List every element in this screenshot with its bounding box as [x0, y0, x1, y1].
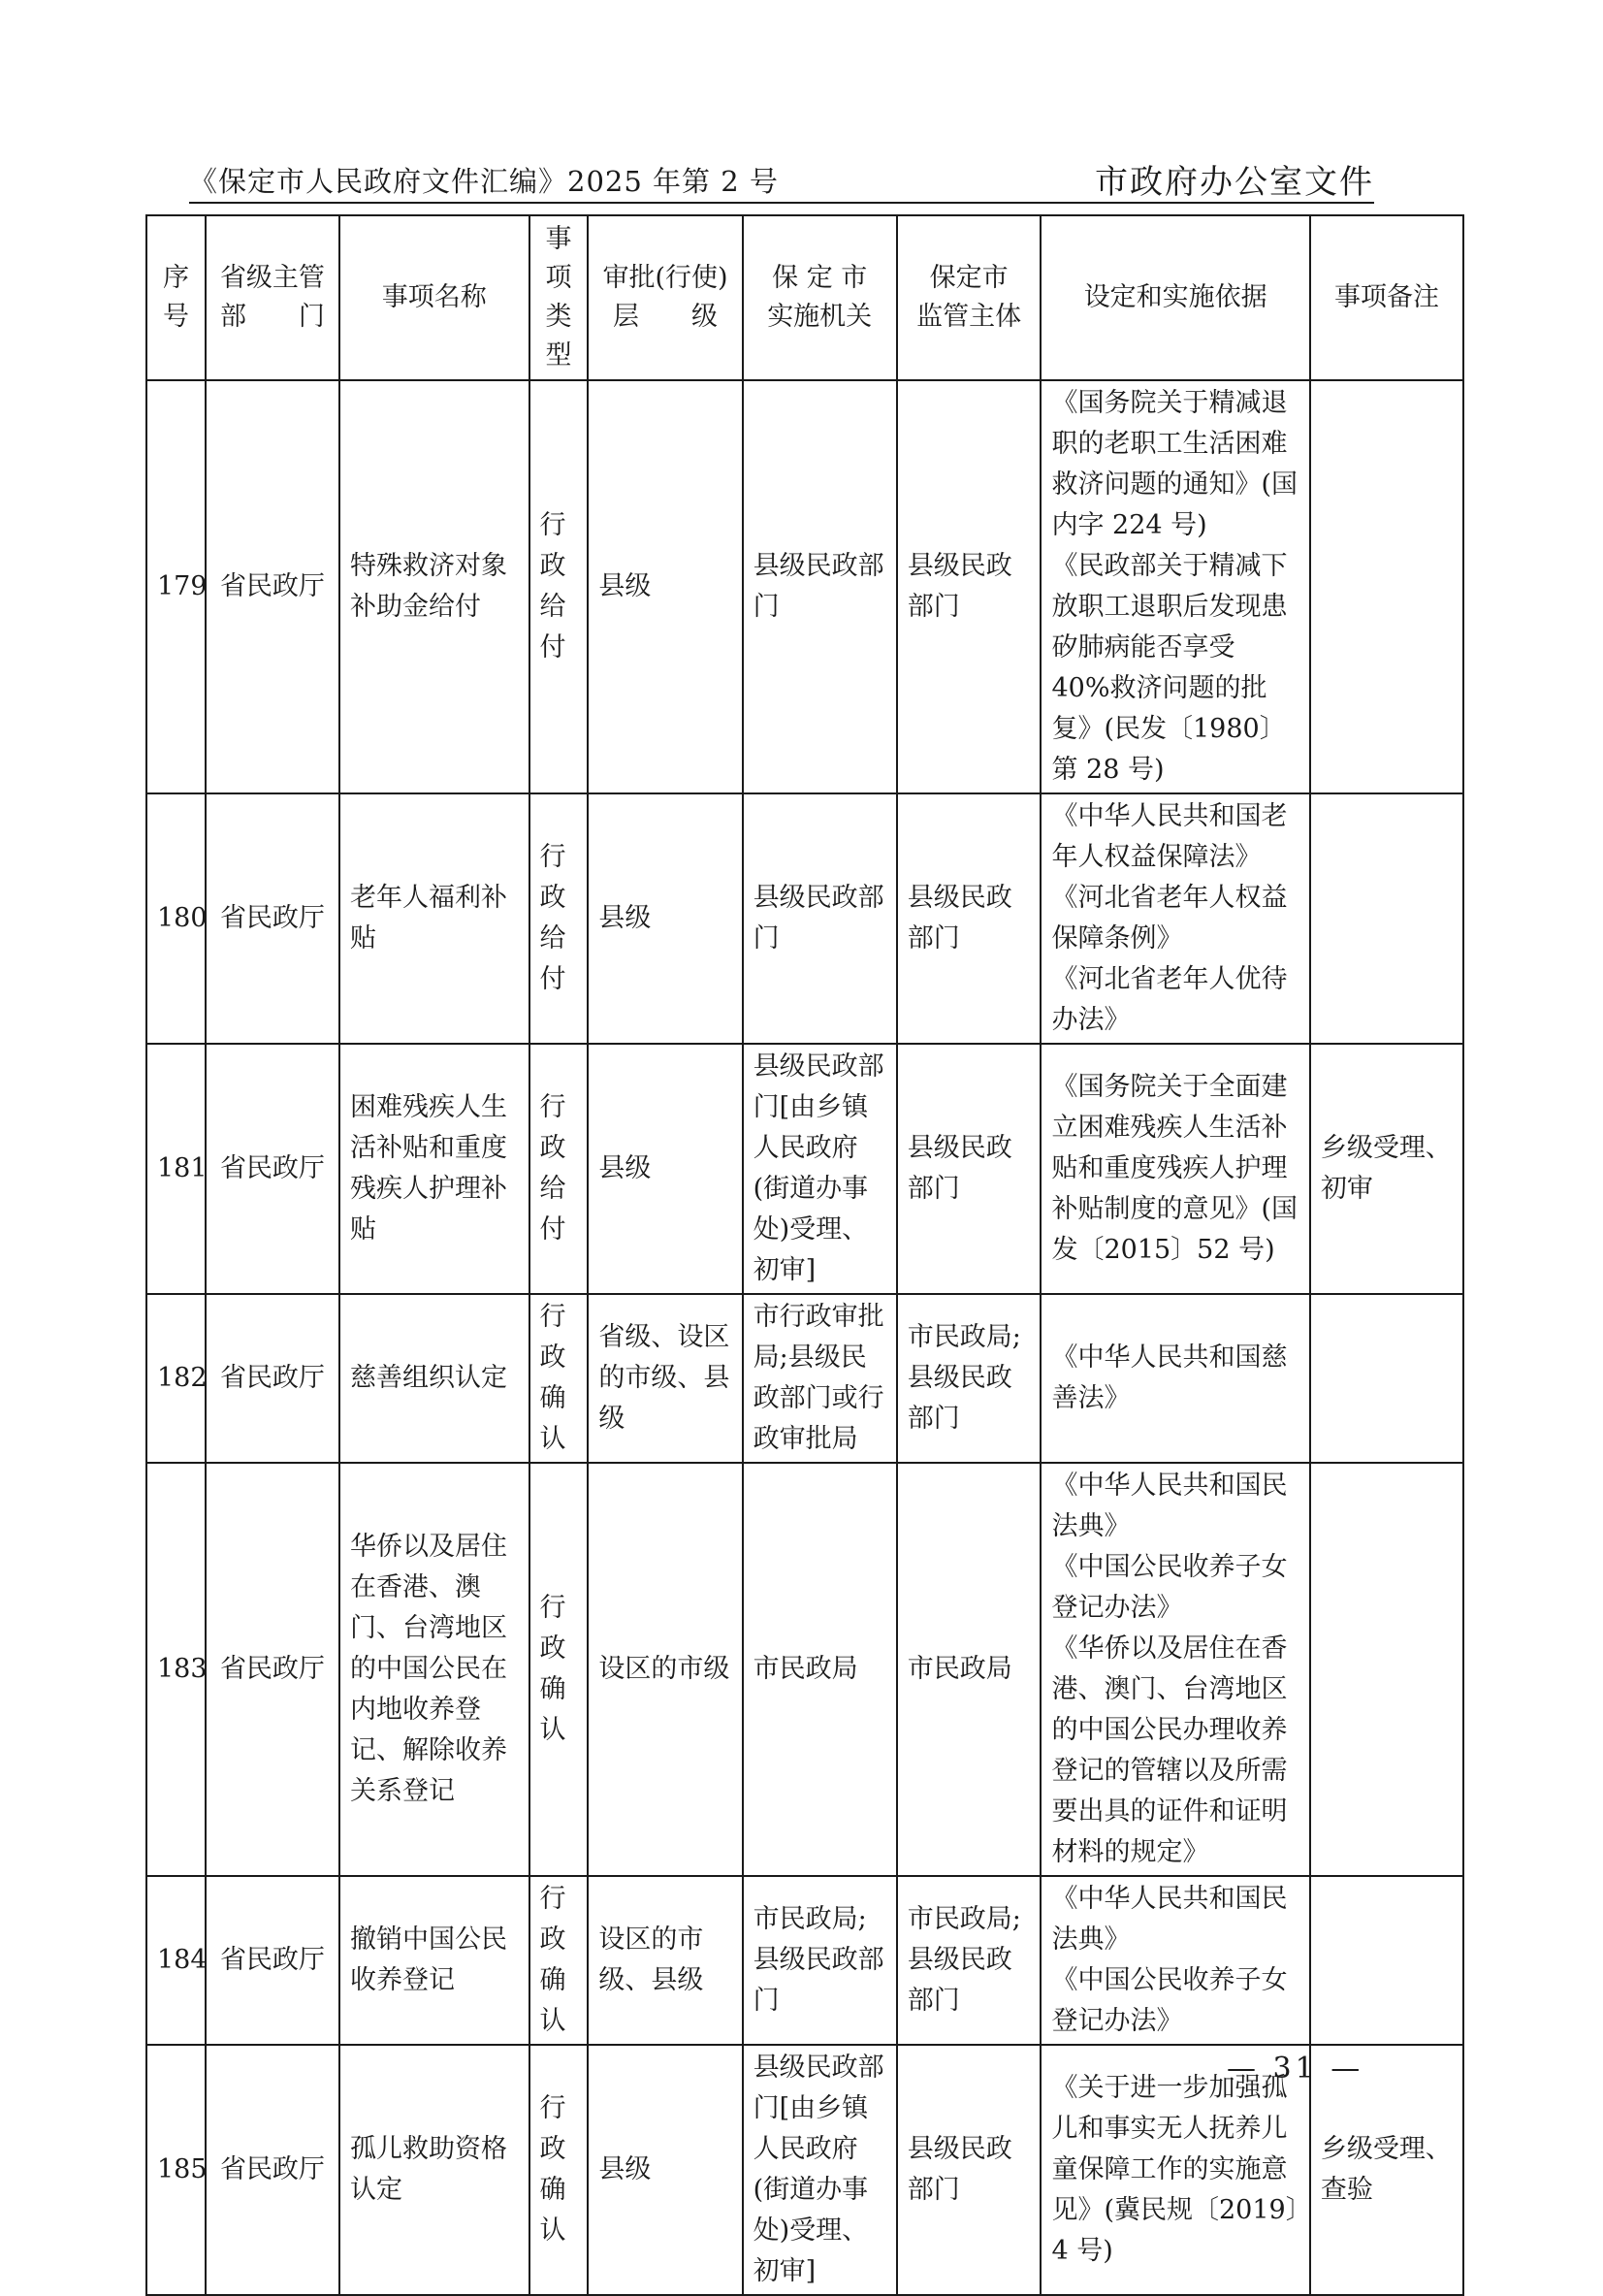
cell-implementing-agency: 市民政局 — [743, 1463, 897, 1876]
legal-basis-entry: 《中国公民收养子女登记办法》 — [1051, 1552, 1288, 1623]
cell-legal-basis — [1041, 1044, 1309, 1294]
cell-implementing-agency: 市行政审批局;县级民政部门或行政审批局 — [743, 1294, 897, 1463]
legal-basis-entry: 《国务院关于精减退职的老职工生活困难救济问题的通知》(国内字 224 号) — [1051, 388, 1298, 540]
cell-remarks: 乡级受理、查验 — [1310, 2045, 1463, 2295]
cell-legal-basis — [1041, 1463, 1309, 1876]
column-header-item-type: 事项 类型 — [529, 215, 589, 380]
legal-basis-entry: 《中华人民共和国民法典》 — [1051, 1884, 1288, 1955]
cell-department: 省民政厅 — [206, 380, 339, 793]
column-header-department: 省级主管 部 门 — [206, 215, 339, 380]
column-header-implementing-agency: 保 定 市 实施机关 — [743, 215, 897, 380]
table-row — [146, 380, 1463, 793]
table-row — [146, 793, 1463, 1044]
cell-implementing-agency: 市民政局;县级民政部门 — [743, 1876, 897, 2045]
cell-item-type: 行政给付 — [529, 793, 589, 1044]
cell-item-type: 行政确认 — [529, 2045, 589, 2295]
cell-implementing-agency: 县级民政部门[由乡镇人民政府(街道办事处)受理、初审] — [743, 2045, 897, 2295]
cell-item-name: 慈善组织认定 — [339, 1294, 529, 1463]
cell-approval-level: 省级、设区的市级、县级 — [588, 1294, 742, 1463]
document-category-header: 市政府办公室文件 — [1095, 163, 1374, 202]
cell-remarks — [1310, 1876, 1463, 2045]
cell-remarks: 乡级受理、初审 — [1310, 1044, 1463, 1294]
cell-item-type: 行政确认 — [529, 1294, 589, 1463]
column-header-approval-level: 审批(行使) 层 级 — [588, 215, 742, 380]
cell-number: 181 — [146, 1044, 206, 1294]
cell-item-type: 行政确认 — [529, 1876, 589, 2045]
cell-approval-level: 县级 — [588, 380, 742, 793]
cell-department: 省民政厅 — [206, 1294, 339, 1463]
cell-supervisor: 县级民政部门 — [897, 1044, 1042, 1294]
cell-remarks — [1310, 1294, 1463, 1463]
column-header-supervisor: 保定市 监管主体 — [897, 215, 1042, 380]
cell-implementing-agency: 县级民政部门 — [743, 793, 897, 1044]
cell-approval-level: 设区的市级、县级 — [588, 1876, 742, 2045]
cell-item-type: 行政确认 — [529, 1463, 589, 1876]
cell-supervisor: 市民政局;县级民政部门 — [897, 1294, 1042, 1463]
legal-basis-entry: 《中国公民收养子女登记办法》 — [1051, 1965, 1288, 2036]
cell-number: 180 — [146, 793, 206, 1044]
legal-basis-entry: 《河北省老年人优待办法》 — [1051, 964, 1288, 1035]
cell-legal-basis — [1041, 380, 1309, 793]
cell-approval-level: 县级 — [588, 793, 742, 1044]
legal-basis-entry: 《中华人民共和国慈善法》 — [1051, 1342, 1288, 1413]
legal-basis-entry: 《关于进一步加强孤儿和事实无人抚养儿童保障工作的实施意见》(冀民规〔2019〕4 号) — [1051, 2073, 1299, 2266]
cell-number: 183 — [146, 1463, 206, 1876]
cell-number: 185 — [146, 2045, 206, 2295]
cell-legal-basis — [1041, 1876, 1309, 2045]
column-header-number: 序号 — [146, 215, 206, 380]
cell-approval-level: 县级 — [588, 1044, 742, 1294]
column-header-item-name: 事项名称 — [339, 215, 529, 380]
cell-item-name: 孤儿救助资格认定 — [339, 2045, 529, 2295]
cell-department: 省民政厅 — [206, 793, 339, 1044]
cell-item-name: 困难残疾人生活补贴和重度残疾人护理补贴 — [339, 1044, 529, 1294]
table-row — [146, 1876, 1463, 2045]
cell-number: 182 — [146, 1294, 206, 1463]
cell-legal-basis — [1041, 793, 1309, 1044]
cell-remarks — [1310, 1463, 1463, 1876]
administrative-items-table — [145, 214, 1464, 2296]
cell-supervisor: 市民政局 — [897, 1463, 1042, 1876]
cell-supervisor: 县级民政部门 — [897, 2045, 1042, 2295]
cell-supervisor: 市民政局;县级民政部门 — [897, 1876, 1042, 2045]
table-row — [146, 1044, 1463, 1294]
cell-item-name: 撤销中国公民收养登记 — [339, 1876, 529, 2045]
cell-approval-level: 县级 — [588, 2045, 742, 2295]
cell-number: 184 — [146, 1876, 206, 2045]
table-header-row — [146, 215, 1463, 380]
cell-item-name: 华侨以及居住在香港、澳门、台湾地区的中国公民在内地收养登记、解除收养关系登记 — [339, 1463, 529, 1876]
cell-implementing-agency: 县级民政部门 — [743, 380, 897, 793]
cell-approval-level: 设区的市级 — [588, 1463, 742, 1876]
legal-basis-entry: 《河北省老年人权益保障条例》 — [1051, 883, 1288, 954]
cell-supervisor: 县级民政部门 — [897, 380, 1042, 793]
cell-number: 179 — [146, 380, 206, 793]
cell-department: 省民政厅 — [206, 1876, 339, 2045]
cell-remarks — [1310, 380, 1463, 793]
cell-legal-basis — [1041, 1294, 1309, 1463]
table-row — [146, 1463, 1463, 1876]
cell-remarks — [1310, 793, 1463, 1044]
document-series-header: 《保定市人民政府文件汇编》2025 年第 2 号 — [189, 165, 779, 198]
legal-basis-entry: 《民政部关于精减下放职工退职后发现患矽肺病能否享受 40%救济问题的批复》(民发〔1980〕第 28 号) — [1051, 551, 1288, 785]
cell-item-type: 行政给付 — [529, 380, 589, 793]
cell-implementing-agency: 县级民政部门[由乡镇人民政府(街道办事处)受理、初审] — [743, 1044, 897, 1294]
cell-item-type: 行政给付 — [529, 1044, 589, 1294]
cell-department: 省民政厅 — [206, 2045, 339, 2295]
legal-basis-entry: 《中华人民共和国民法典》 — [1051, 1471, 1288, 1541]
cell-department: 省民政厅 — [206, 1463, 339, 1876]
page-number: — 31 — — [1227, 2052, 1364, 2086]
legal-basis-entry: 《中华人民共和国老年人权益保障法》 — [1051, 801, 1288, 872]
legal-basis-entry: 《华侨以及居住在香港、澳门、台湾地区的中国公民办理收养登记的管辖以及所需要出具的证件和证明材料的规定》 — [1051, 1633, 1288, 1867]
table-row — [146, 1294, 1463, 1463]
header-divider — [189, 202, 1374, 204]
cell-supervisor: 县级民政部门 — [897, 793, 1042, 1044]
column-header-legal-basis: 设定和实施依据 — [1041, 215, 1309, 380]
cell-department: 省民政厅 — [206, 1044, 339, 1294]
cell-item-name: 老年人福利补贴 — [339, 793, 529, 1044]
legal-basis-entry: 《国务院关于全面建立困难残疾人生活补贴和重度残疾人护理补贴制度的意见》(国发〔2015〕52 号) — [1051, 1072, 1298, 1265]
cell-item-name: 特殊救济对象补助金给付 — [339, 380, 529, 793]
column-header-remarks: 事项备注 — [1310, 215, 1463, 380]
